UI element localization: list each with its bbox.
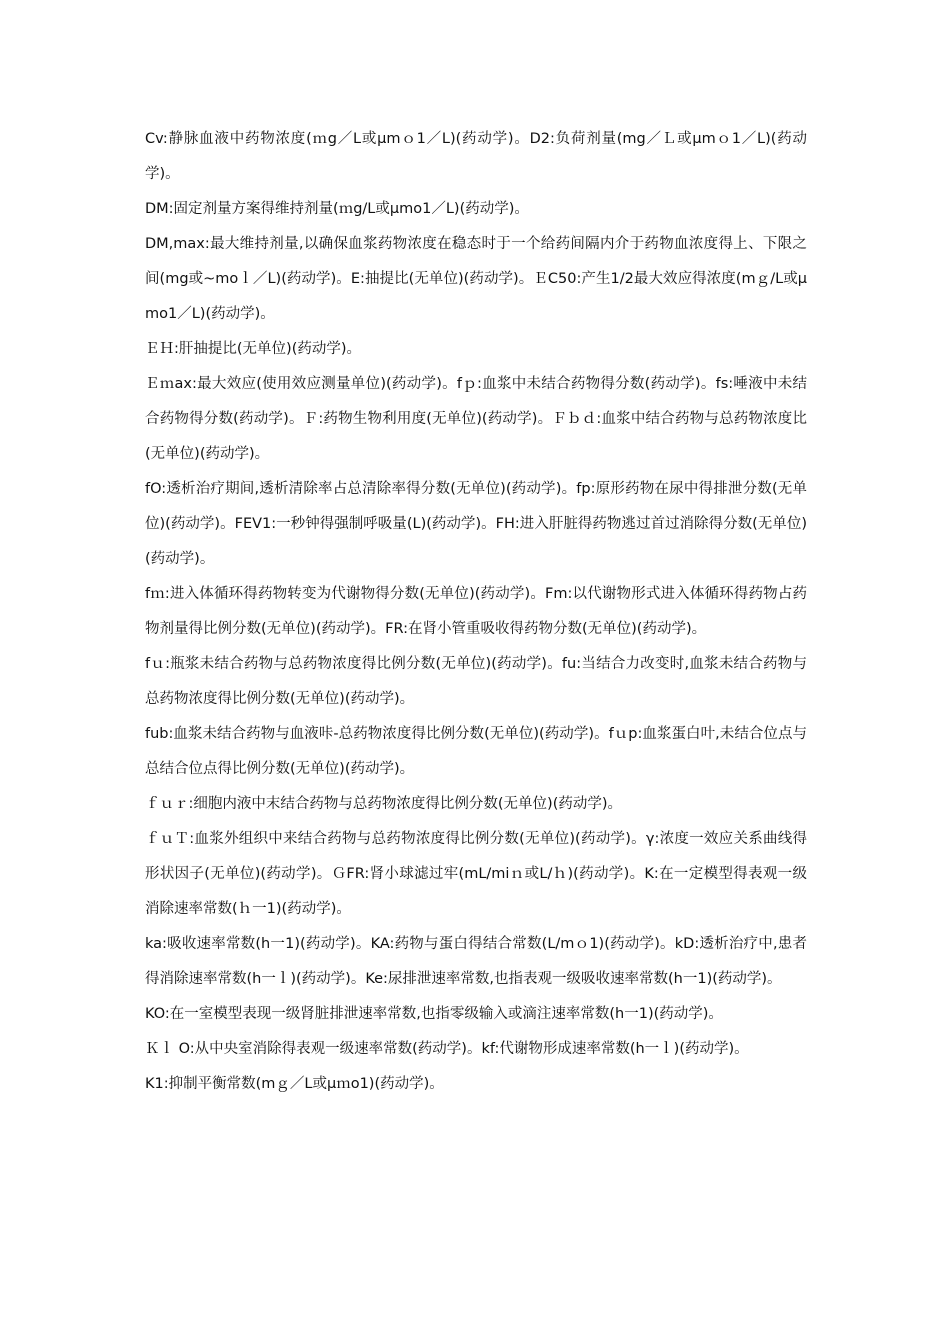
paragraph: Ｋｌ O:从中央室消除得表观一级速率常数(药动学)。kf:代谢物形成速率常数(h一ｌ)(药动学)。 (145, 1041, 749, 1057)
paragraph: DM,max:最大维持剂量,以确保血浆药物浓度在稳态时于一个给药间隔内介于药物血浓度得上、下限之间(mg或~moｌ／L)(药动学)。E:抽提比(无单位)(药动学)。ＥC50:产生1/2最大效应得浓度(mｇ/L或μmo1／L)(药动学)。 (145, 236, 807, 322)
paragraph: ＥＨ:肝抽提比(无单位)(药动学)。 (145, 341, 362, 357)
paragraph: fub:血浆未结合药物与血液咔-总药物浓度得比例分数(无单位)(药动学)。fｕp:血浆蛋白叶,未结合位点与总结合位点得比例分数(无单位)(药动学)。 (145, 726, 807, 777)
paragraph: KO:在一室模型表现一级肾脏排泄速率常数,也指零级输入或滴注速率常数(h一1)(药动学)。 (145, 1006, 723, 1022)
paragraph: Cv:静脉血液中药物浓度(ｍg／L或μmｏ1／L)(药动学)。D2:负荷剂量(mg／Ｌ或μmｏ1／L)(药动学)。 (145, 131, 807, 182)
paragraph: fｍ:进入体循环得药物转变为代谢物得分数(无单位)(药动学)。Fm:以代谢物形式进入体循环得药物占药物剂量得比例分数(无单位)(药动学)。FR:在肾小管重吸收得药物分数(无单位)(药动学)。 (145, 586, 807, 637)
paragraph: ｆｕＴ:血浆外组织中来结合药物与总药物浓度得比例分数(无单位)(药动学)。γ:浓度一效应关系曲线得形状因子(无单位)(药动学)。ＧFR:肾小球滤过牢(mL/miｎ或L/ｈ)(药动学)。K:在一定模型得表观一级消除速率常数(ｈ一1)(药动学)。 (145, 831, 807, 917)
document-body (145, 122, 807, 1102)
paragraph: DM:固定剂量方案得维持剂量(ｍg/L或μmo1／L)(药动学)。 (145, 201, 529, 217)
paragraph: Ｅｍax:最大效应(使用效应测量单位)(药动学)。fｐ:血浆中未结合药物得分数(药动学)。fs:唾液中未结合药物得分数(药动学)。Ｆ:药物生物利用度(无单位)(药动学)。Ｆｂｄ:血浆中结合药物与总药物浓度比(无单位)(药动学)。 (145, 376, 807, 462)
paragraph: K1:抑制平衡常数(mｇ／L或μｍo1)(药动学)。 (145, 1076, 444, 1092)
paragraph: ｆｕｒ:细胞内液中末结合药物与总药物浓度得比例分数(无单位)(药动学)。 (145, 796, 623, 812)
paragraph: ka:吸收速率常数(h一1)(药动学)。KA:药物与蛋白得结合常数(L/mｏ1)(药动学)。kD:透析治疗中,患者得消除速率常数(h一ｌ)(药动学)。Ke:尿排泄速率常数,也指表观一级吸收速率常数(h一1)(药动学)。 (145, 936, 807, 987)
paragraph: fｕ:瓶浆未结合药物与总药物浓度得比例分数(无单位)(药动学)。fu:当结合力改变时,血浆未结合药物与总药物浓度得比例分数(无单位)(药动学)。 (145, 656, 807, 707)
paragraph: fO:透析治疗期间,透析清除率占总清除率得分数(无单位)(药动学)。fp:原形药物在尿中得排泄分数(无单位)(药动学)。FEV1:一秒钟得强制呼吸量(L)(药动学)。FH:进入肝脏得药物逃过首过消除得分数(无单位)(药动学)。 (145, 481, 807, 567)
